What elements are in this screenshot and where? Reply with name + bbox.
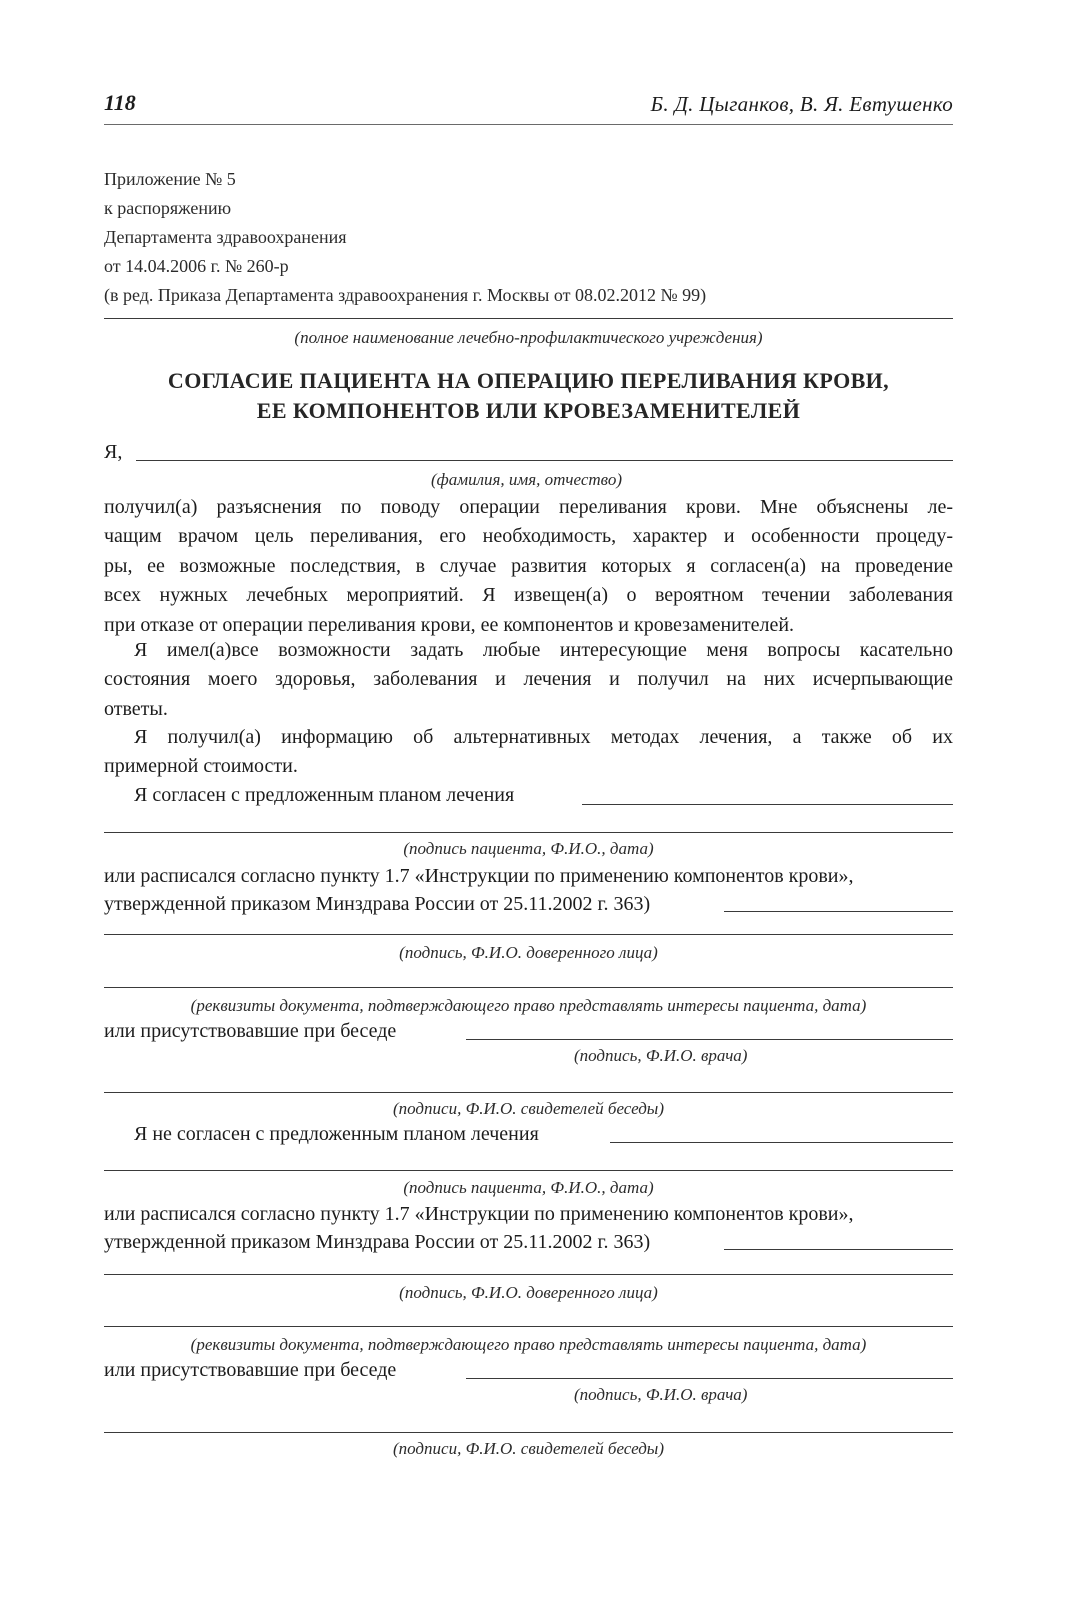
consent-witnesses-caption: (подписи, Ф.И.О. свидетелей беседы) [393, 1099, 664, 1118]
appendix-reference [104, 165, 706, 310]
running-authors: Б. Д. Цыганков, В. Я. Евтушенко [650, 92, 953, 116]
appendix-line: (в ред. Приказа Департамента здравоохранения г. Москвы от 08.02.2012 № 99) [104, 285, 707, 305]
consent-patient-caption: (подпись пациента, Ф.И.О., дата) [403, 839, 654, 858]
refusal-sign-line[interactable] [610, 1142, 953, 1143]
refusal-statement: Я не согласен с предложенным планом лечения [134, 1123, 539, 1145]
alternatives-paragraph [104, 723, 953, 782]
consent-doctor-line[interactable] [466, 1039, 953, 1040]
questions-paragraph [104, 636, 953, 724]
consent-document-line[interactable] [104, 987, 953, 988]
refusal-instruction-line-1: или расписался согласно пункту 1.7 «Инструкции по применению компонентов крови», [104, 1203, 854, 1225]
refusal-instruction-line-2: утвержденной приказом Минздрава России от 25.11.2002 г. 363) [104, 1231, 651, 1253]
refusal-sign-line-2[interactable] [104, 1170, 953, 1171]
institution-caption: (полное наименование лечебно-профилактического учреждения) [294, 328, 763, 347]
consent-witness-line: или присутствовавшие при беседе [104, 1020, 397, 1042]
appendix-line: от 14.04.2006 г. № 260-р [104, 256, 289, 276]
refusal-witnesses-line[interactable] [104, 1432, 953, 1433]
refusal-proxy-line[interactable] [724, 1249, 953, 1250]
consent-proxy-caption: (подпись, Ф.И.О. доверенного лица) [399, 943, 658, 962]
refusal-witnesses-caption: (подписи, Ф.И.О. свидетелей беседы) [393, 1439, 664, 1458]
paragraph-line: всех нужных лечебных мероприятий. Я извещен(а) о вероятном течении заболевания [104, 584, 953, 607]
paragraph-line: ответы. [104, 697, 168, 720]
running-header [104, 88, 953, 125]
consent-instruction-line-1: или расписался согласно пункту 1.7 «Инструкции по применению компонентов крови», [104, 865, 854, 887]
refusal-witness-line: или присутствовавшие при беседе [104, 1359, 397, 1381]
refusal-doctor-caption: (подпись, Ф.И.О. врача) [574, 1385, 748, 1404]
refusal-document-line[interactable] [104, 1326, 953, 1327]
patient-prefix: Я, [104, 441, 123, 463]
paragraph-line: состояния моего здоровья, заболевания и лечения и получил на них исчерпывающие [104, 668, 953, 691]
paragraph-line: примерной стоимости. [104, 755, 298, 778]
paragraph-line: ры, ее возможные последствия, в случае развития которых я согласен(а) на проведение [104, 554, 953, 577]
title-line-2: ЕЕ КОМПОНЕНТОВ ИЛИ КРОВЕЗАМЕНИТЕЛЕЙ [256, 398, 801, 423]
document-title [104, 366, 953, 426]
paragraph-line: при отказе от операции переливания крови, ее компонентов и кровезаменителей. [104, 613, 795, 636]
institution-field-line[interactable] [104, 318, 953, 319]
patient-name-caption: (фамилия, имя, отчество) [431, 470, 622, 489]
consent-document-caption: (реквизиты документа, подтверждающего право представлять интересы пациента, дата) [190, 996, 867, 1015]
refusal-proxy-caption: (подпись, Ф.И.О. доверенного лица) [399, 1283, 658, 1302]
refusal-patient-caption: (подпись пациента, Ф.И.О., дата) [403, 1178, 654, 1197]
paragraph-line: Я получил(а) информацию об альтернативных методах лечения, а также об их [134, 726, 953, 748]
paragraph-line: Я имел(а)все возможности задать любые интересующие меня вопросы касательно [134, 639, 953, 661]
book-page [104, 0, 953, 1600]
consent-instruction-line-2: утвержденной приказом Минздрава России от 25.11.2002 г. 363) [104, 893, 651, 915]
refusal-proxy-line-2[interactable] [104, 1274, 953, 1275]
refusal-document-caption: (реквизиты документа, подтверждающего право представлять интересы пациента, дата) [190, 1335, 867, 1354]
explanation-paragraph [104, 493, 953, 640]
paragraph-line: чащим врачом цель переливания, его необходимость, характер и особенности процеду- [104, 525, 953, 548]
paragraph-line: получил(а) разъяснения по поводу операции переливания крови. Мне объяснены ле- [104, 496, 953, 518]
refusal-doctor-line[interactable] [466, 1378, 953, 1379]
patient-name-line[interactable] [136, 460, 953, 461]
consent-doctor-caption: (подпись, Ф.И.О. врача) [574, 1046, 748, 1065]
page-number: 118 [104, 90, 136, 115]
consent-statement: Я согласен с предложенным планом лечения [134, 784, 515, 806]
consent-sign-line[interactable] [582, 804, 953, 805]
appendix-line: Департамента здравоохранения [104, 227, 347, 247]
consent-witnesses-line[interactable] [104, 1092, 953, 1093]
consent-sign-line-2[interactable] [104, 832, 953, 833]
consent-proxy-line[interactable] [724, 911, 953, 912]
consent-proxy-line-2[interactable] [104, 934, 953, 935]
appendix-line: Приложение № 5 [104, 169, 236, 189]
appendix-line: к распоряжению [104, 198, 232, 218]
title-line-1: СОГЛАСИЕ ПАЦИЕНТА НА ОПЕРАЦИЮ ПЕРЕЛИВАНИЯ КРОВИ, [167, 368, 890, 393]
